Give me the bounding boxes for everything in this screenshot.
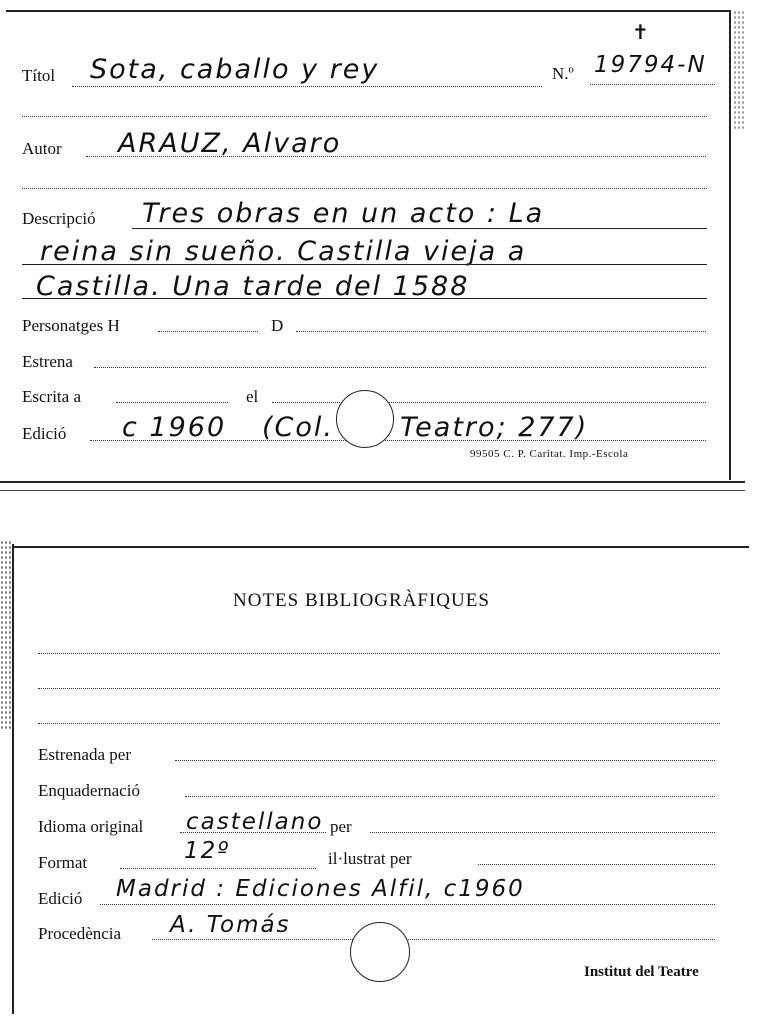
numero-label: N.º bbox=[552, 64, 574, 83]
notes-heading: NOTES BIBLIOGRÀFIQUES bbox=[233, 590, 490, 611]
personatges-d-line bbox=[296, 331, 706, 332]
descripcio-line-2: reina sin sueño. Castilla vieja a bbox=[40, 236, 527, 267]
escrita-label: Escrita a bbox=[22, 387, 81, 406]
idioma-label: Idioma original bbox=[38, 817, 144, 836]
card-border bbox=[0, 481, 745, 483]
edicio-value-collection: (Col. bbox=[262, 412, 334, 443]
escrita-place-line bbox=[116, 402, 228, 403]
catalog-card-front bbox=[0, 0, 759, 492]
personatges-h-line bbox=[158, 331, 258, 332]
descripcio-underline bbox=[22, 298, 707, 299]
notes-line bbox=[38, 688, 720, 689]
titol-label: Títol bbox=[22, 66, 56, 85]
escrita-el-label: el bbox=[246, 387, 259, 406]
procedencia-value: A. Tomás bbox=[170, 912, 291, 938]
descripcio-line-1: Tres obras en un acto : La bbox=[142, 198, 545, 229]
blank-line bbox=[22, 116, 707, 117]
escrita-date-line bbox=[272, 402, 706, 403]
card-border bbox=[6, 10, 730, 12]
personatges-label: Personatges H bbox=[22, 316, 120, 335]
punch-hole bbox=[350, 922, 410, 982]
scan-noise bbox=[733, 10, 745, 130]
notes-line bbox=[38, 723, 720, 724]
idioma-value: castellano bbox=[186, 809, 324, 835]
estrena-label: Estrena bbox=[22, 352, 73, 371]
numero-line bbox=[590, 84, 715, 85]
format-line bbox=[120, 868, 316, 869]
enquadernacio-label: Enquadernació bbox=[38, 781, 140, 800]
back-edicio-label: Edició bbox=[38, 889, 83, 908]
illustrat-label: il·lustrat per bbox=[328, 849, 412, 868]
enquadernacio-line bbox=[185, 796, 715, 797]
back-edicio-line bbox=[100, 904, 715, 905]
illustrat-line bbox=[478, 864, 715, 865]
estrenada-line bbox=[175, 760, 715, 761]
card-border bbox=[0, 490, 745, 491]
edicio-value-year: c 1960 bbox=[122, 412, 227, 443]
descripcio-line-3: Castilla. Una tarde del 1588 bbox=[36, 271, 470, 302]
notes-line bbox=[38, 653, 720, 654]
idioma-per-line bbox=[370, 832, 715, 833]
back-edicio-value: Madrid : Ediciones Alfil, c1960 bbox=[116, 876, 525, 902]
card-border bbox=[12, 544, 14, 1014]
descripcio-label: Descripció bbox=[22, 209, 96, 228]
procedencia-line bbox=[152, 939, 715, 940]
card-border bbox=[14, 546, 749, 548]
catalog-card-back bbox=[0, 540, 759, 1028]
format-label: Format bbox=[38, 853, 88, 872]
descripcio-underline bbox=[22, 264, 707, 265]
format-value: 12º bbox=[184, 838, 231, 864]
institution-name: Institut del Teatre bbox=[584, 964, 699, 980]
punch-hole bbox=[336, 390, 394, 448]
procedencia-label: Procedència bbox=[38, 924, 122, 943]
edicio-label: Edició bbox=[22, 424, 67, 443]
numero-value: 19794-N bbox=[594, 52, 707, 78]
printer-imprint: 99505 C. P. Caritat. Imp.-Escola bbox=[470, 448, 629, 460]
autor-label: Autor bbox=[22, 139, 62, 158]
cross-mark-icon: ✝ bbox=[632, 20, 649, 44]
descripcio-underline bbox=[132, 228, 707, 229]
card-border bbox=[729, 10, 731, 480]
idioma-per-label: per bbox=[330, 817, 352, 836]
personatges-d-label: D bbox=[271, 316, 284, 335]
blank-line bbox=[22, 188, 707, 189]
titol-line bbox=[72, 86, 542, 87]
autor-value: ARAUZ, Alvaro bbox=[118, 128, 342, 159]
titol-value: Sota, caballo y rey bbox=[90, 54, 380, 85]
estrena-line bbox=[94, 367, 706, 368]
scan-noise bbox=[0, 540, 12, 730]
idioma-line bbox=[180, 832, 326, 833]
edicio-value-series: Teatro; 277) bbox=[400, 412, 589, 443]
estrenada-label: Estrenada per bbox=[38, 745, 131, 764]
